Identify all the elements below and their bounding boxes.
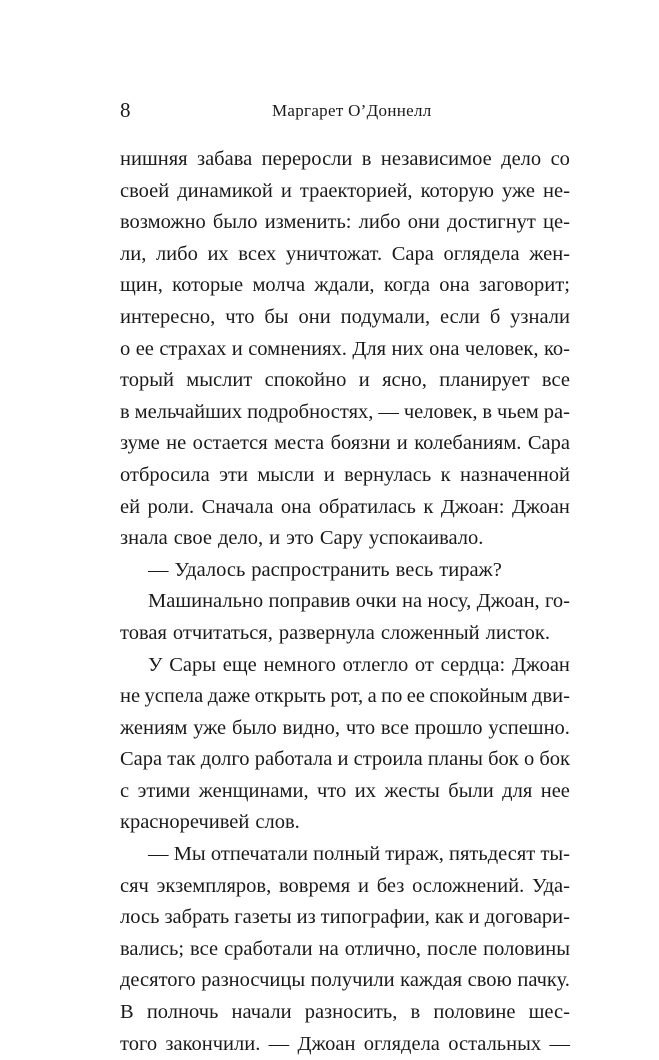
text-line: сяч экземпляров, вовремя и без осложнений. Уда- [120, 874, 570, 897]
text-line: возможно было изменить: либо они достигнут це- [120, 211, 570, 234]
text-line: в мельчайших подробностях, — человек, в чьем ра- [120, 400, 570, 423]
text-line: того закончили. — Джоан оглядела остальных — [120, 1032, 570, 1055]
running-head-author: Маргарет О’Доннелл [272, 101, 432, 120]
text-line: Сара так долго работала и строила планы бок о бок [120, 748, 570, 771]
text-line: — Мы отпечатали полный тираж, пятьдесят ты- [148, 843, 570, 866]
text-line: нишняя забава переросли в независимое дело со [120, 148, 570, 170]
text-line: знала свое дело, и это Сару успокаивало. [120, 527, 484, 550]
body-text [120, 144, 570, 1060]
text-line: интересно, что бы они подумали, если б узнали [120, 305, 570, 328]
text-line: зуме не остается места боязни и колебаниям. Сара [120, 432, 570, 455]
text-line: лось забрать газеты из типографии, как и договари- [120, 906, 570, 929]
text-line: с этими женщинами, что их жесты были для нее [120, 779, 570, 802]
text-line: не успела даже открыть рот, а по ее спокойным дви- [120, 685, 570, 708]
page-number: 8 [120, 98, 131, 122]
text-line: торый мыслит спокойно и ясно, планирует все [120, 369, 570, 392]
text-line: Машинально поправив очки на носу, Джоан, го- [148, 590, 570, 613]
text-line: — Удалось распространить весь тираж? [148, 558, 502, 581]
text-line: своей динамикой и траекторией, которую уже не- [120, 179, 570, 202]
text-line: десятого разносчицы получили каждая свою пачку. [120, 969, 570, 992]
text-line: У Сары еще немного отлегло от сердца: Джоан [148, 653, 570, 676]
text-line: ей роли. Сначала она обратилась к Джоан: Джоан [120, 495, 570, 518]
text-line: отбросила эти мысли и вернулась к назначенной [120, 463, 570, 486]
text-line: жениям уже было видно, что все прошло успешно. [120, 716, 570, 739]
text-line: красноречивей слов. [120, 811, 300, 834]
text-line: щин, которые молча ждали, когда она заговорит; [120, 274, 570, 297]
text-line: вались; все сработали на отлично, после половины [120, 937, 570, 960]
text-line: В полночь начали разносить, в половине шес- [120, 1001, 570, 1024]
text-line: товая отчитаться, развернула сложенный листок. [120, 621, 550, 644]
text-line: о ее страхах и сомнениях. Для них она человек, ко- [120, 337, 570, 360]
text-line: ли, либо их всех уничтожат. Сара оглядела жен- [120, 242, 570, 265]
